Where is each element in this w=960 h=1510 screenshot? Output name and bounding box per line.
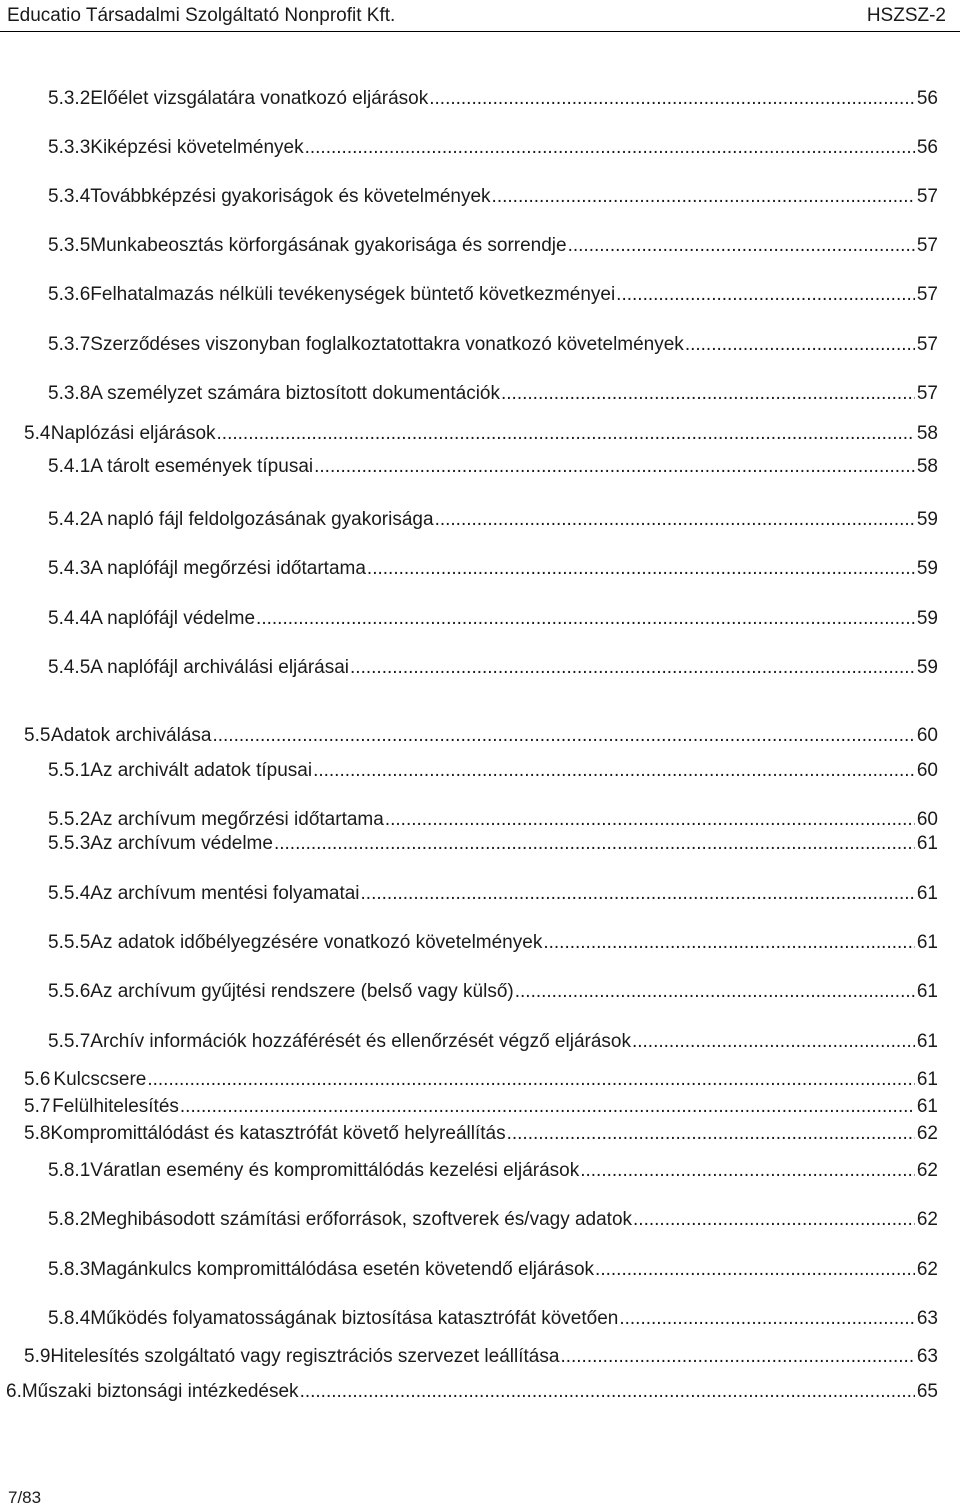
toc-leader-dots bbox=[685, 334, 915, 356]
toc-entry-page: 59 bbox=[916, 509, 938, 530]
toc-leader-dots bbox=[619, 1308, 915, 1330]
toc-leader-dots bbox=[147, 1069, 915, 1091]
toc-entry-page: 62 bbox=[916, 1259, 938, 1280]
toc-entry-page: 63 bbox=[916, 1308, 938, 1329]
toc-leader-dots bbox=[367, 558, 915, 580]
toc-leader-dots bbox=[212, 725, 914, 747]
toc-entry-page: 59 bbox=[916, 608, 938, 629]
toc-entry-title: A tárolt események típusai bbox=[90, 456, 314, 477]
toc-leader-dots bbox=[515, 981, 915, 1003]
toc-entry[interactable] bbox=[48, 981, 938, 1005]
toc-entry[interactable] bbox=[24, 1346, 938, 1370]
toc-leader-dots bbox=[313, 760, 915, 782]
toc-entry-title: Adatok archiválása bbox=[50, 725, 212, 746]
toc-entry-page: 60 bbox=[916, 725, 938, 746]
toc-entry[interactable] bbox=[48, 760, 938, 784]
toc-leader-dots bbox=[361, 883, 915, 905]
toc-entry-page: 57 bbox=[916, 334, 938, 355]
toc-leader-dots bbox=[274, 833, 915, 855]
toc-leader-dots bbox=[560, 1346, 914, 1368]
toc-entry-page: 57 bbox=[916, 235, 938, 256]
toc-entry[interactable] bbox=[48, 1259, 938, 1283]
toc-leader-dots bbox=[435, 509, 915, 531]
toc-entry-number: 5.9 bbox=[24, 1346, 51, 1367]
toc-entry-title: Az archívum megőrzési időtartama bbox=[90, 809, 384, 830]
toc-leader-dots bbox=[492, 186, 915, 208]
toc-entry[interactable] bbox=[24, 1123, 938, 1147]
toc-entry-number: 5.5.4 bbox=[48, 883, 91, 904]
toc-leader-dots bbox=[507, 1123, 915, 1145]
toc-entry-number: 5.7 bbox=[24, 1096, 51, 1117]
toc-entry-number: 5.5.6 bbox=[48, 981, 91, 1002]
toc-entry-page: 57 bbox=[916, 383, 938, 404]
toc-entry-page: 56 bbox=[916, 137, 938, 158]
toc-entry-page: 61 bbox=[916, 932, 938, 953]
toc-leader-dots bbox=[385, 809, 915, 831]
toc-entry-title: A naplófájl megőrzési időtartama bbox=[90, 558, 366, 579]
toc-entry-title: Az archívum védelme bbox=[90, 833, 273, 854]
toc-entry-number: 5.3.7 bbox=[48, 334, 91, 355]
toc-entry-number: 5.6 bbox=[24, 1069, 51, 1090]
toc-entry-title: Előélet vizsgálatára vonatkozó eljárások bbox=[90, 88, 429, 109]
toc-entry-number: 5.8.4 bbox=[48, 1308, 91, 1329]
toc-entry[interactable] bbox=[48, 186, 938, 210]
toc-entry-title: Felülhitelesítés bbox=[52, 1096, 179, 1117]
toc-entry[interactable] bbox=[48, 833, 938, 857]
toc-entry[interactable] bbox=[48, 809, 938, 833]
toc-entry-number: 5.3.8 bbox=[48, 383, 91, 404]
toc-leader-dots bbox=[300, 1381, 915, 1403]
toc-entry-page: 58 bbox=[916, 423, 938, 444]
toc-entry[interactable] bbox=[48, 509, 938, 533]
toc-entry-title: A napló fájl feldolgozásának gyakorisága bbox=[90, 509, 434, 530]
toc-entry[interactable] bbox=[48, 383, 938, 407]
toc-leader-dots bbox=[616, 284, 915, 306]
toc-entry-number: 5.4 bbox=[24, 423, 51, 444]
organization-name: Educatio Társadalmi Szolgáltató Nonprofit Kft. bbox=[7, 5, 396, 26]
toc-entry-page: 61 bbox=[916, 833, 938, 854]
toc-entry-page: 65 bbox=[916, 1381, 938, 1402]
toc-entry-page: 61 bbox=[916, 883, 938, 904]
toc-entry-title: Az archívum mentési folyamatai bbox=[90, 883, 360, 904]
toc-entry[interactable] bbox=[24, 1069, 938, 1093]
toc-entry-number: 5.4.5 bbox=[48, 657, 91, 678]
toc-entry-title: A személyzet számára biztosított dokumentációk bbox=[90, 383, 500, 404]
toc-leader-dots bbox=[217, 423, 915, 445]
toc-entry[interactable] bbox=[24, 1096, 938, 1120]
toc-entry[interactable] bbox=[48, 88, 938, 112]
toc-entry-title: Archív információk hozzáférését és ellenőrzését végző eljárások bbox=[90, 1031, 631, 1052]
toc-entry[interactable] bbox=[48, 657, 938, 681]
toc-entry-title: Az adatok időbélyegzésére vonatkozó követelmények bbox=[90, 932, 543, 953]
toc-entry-title: Az archívum gyűjtési rendszere (belső vagy külső) bbox=[90, 981, 514, 1002]
toc-entry-title: Kompromittálódást és katasztrófát követő helyreállítás bbox=[50, 1123, 506, 1144]
toc-entry-number: 5.3.2 bbox=[48, 88, 91, 109]
toc-entry-number: 6. bbox=[6, 1381, 22, 1402]
toc-leader-dots bbox=[543, 932, 915, 954]
toc-entry-page: 63 bbox=[916, 1346, 938, 1367]
toc-entry-page: 59 bbox=[916, 657, 938, 678]
toc-leader-dots bbox=[305, 137, 915, 159]
toc-entry[interactable] bbox=[24, 423, 938, 447]
toc-entry-page: 62 bbox=[916, 1123, 938, 1144]
toc-entry-title: Műszaki biztonsági intézkedések bbox=[21, 1381, 299, 1402]
toc-entry-page: 61 bbox=[916, 1069, 938, 1090]
toc-leader-dots bbox=[501, 383, 915, 405]
toc-entry-number: 5.5.5 bbox=[48, 932, 91, 953]
toc-entry-title: A naplófájl archiválási eljárásai bbox=[90, 657, 350, 678]
toc-entry-number: 5.4.3 bbox=[48, 558, 91, 579]
toc-entry-number: 5.3.4 bbox=[48, 186, 91, 207]
toc-leader-dots bbox=[350, 657, 915, 679]
toc-entry-number: 5.8.1 bbox=[48, 1160, 91, 1181]
page-number: 7/83 bbox=[8, 1488, 42, 1507]
toc-entry-page: 61 bbox=[916, 981, 938, 1002]
toc-entry[interactable] bbox=[48, 1160, 938, 1184]
toc-entry-number: 5.5.2 bbox=[48, 809, 91, 830]
toc-entry-page: 60 bbox=[916, 760, 938, 781]
toc-entry-number: 5.4.1 bbox=[48, 456, 91, 477]
toc-entry[interactable] bbox=[48, 334, 938, 358]
toc-entry-title: Naplózási eljárások bbox=[50, 423, 216, 444]
toc-leader-dots bbox=[256, 608, 915, 630]
toc-entry[interactable] bbox=[24, 725, 938, 749]
page-header bbox=[0, 0, 960, 30]
toc-leader-dots bbox=[314, 456, 915, 478]
toc-entry-number: 5.3.3 bbox=[48, 137, 91, 158]
toc-entry-title: Az archivált adatok típusai bbox=[90, 760, 313, 781]
toc-entry-number: 5.3.6 bbox=[48, 284, 91, 305]
toc-entry-title: Meghibásodott számítási erőforrások, szoftverek és/vagy adatok bbox=[90, 1209, 633, 1230]
toc-entry-page: 57 bbox=[916, 186, 938, 207]
toc-entry-title: A naplófájl védelme bbox=[90, 608, 256, 629]
toc-entry-number: 5.8.3 bbox=[48, 1259, 91, 1280]
toc-entry-title: Magánkulcs kompromittálódása esetén követendő eljárások bbox=[90, 1259, 595, 1280]
toc-entry[interactable] bbox=[48, 1308, 938, 1332]
toc-entry-number: 5.5.3 bbox=[48, 833, 91, 854]
toc-entry-page: 57 bbox=[916, 284, 938, 305]
toc-entry-title: Továbbképzési gyakoriságok és követelmények bbox=[90, 186, 491, 207]
toc-entry-page: 61 bbox=[916, 1031, 938, 1052]
toc-entry-title: Kiképzési követelmények bbox=[90, 137, 304, 158]
toc-entry-number: 5.5.1 bbox=[48, 760, 91, 781]
toc-leader-dots bbox=[632, 1031, 915, 1053]
toc-entry[interactable] bbox=[48, 608, 938, 632]
toc-leader-dots bbox=[429, 88, 915, 110]
toc-entry-number: 5.5.7 bbox=[48, 1031, 91, 1052]
toc-entry-page: 61 bbox=[916, 1096, 938, 1117]
toc-entry-number: 5.3.5 bbox=[48, 235, 91, 256]
toc-entry[interactable] bbox=[48, 284, 938, 308]
toc-entry[interactable] bbox=[48, 1031, 938, 1055]
toc-leader-dots bbox=[580, 1160, 915, 1182]
toc-entry-number: 5.8 bbox=[24, 1123, 51, 1144]
toc-entry[interactable] bbox=[48, 456, 938, 480]
toc-entry[interactable] bbox=[48, 235, 938, 259]
toc-entry-number: 5.4.4 bbox=[48, 608, 91, 629]
toc-entry-title: Váratlan esemény és kompromittálódás kezelési eljárások bbox=[90, 1160, 580, 1181]
toc-entry[interactable] bbox=[48, 932, 938, 956]
toc-entry-title: Munkabeosztás körforgásának gyakorisága és sorrendje bbox=[90, 235, 567, 256]
toc-entry[interactable] bbox=[48, 137, 938, 161]
toc-entry-page: 56 bbox=[916, 88, 938, 109]
toc-entry[interactable] bbox=[48, 558, 938, 582]
toc-entry-title: Hitelesítés szolgáltató vagy regisztrációs szervezet leállítása bbox=[50, 1346, 560, 1367]
toc-entry-title: Kulcscsere bbox=[53, 1069, 147, 1090]
toc-entry-number: 5.4.2 bbox=[48, 509, 91, 530]
toc-leader-dots bbox=[180, 1096, 915, 1118]
toc-entry[interactable] bbox=[48, 883, 938, 907]
toc-entry-title: Felhatalmazás nélküli tevékenységek büntető következményei bbox=[90, 284, 616, 305]
toc-entry-title: Működés folyamatosságának biztosítása katasztrófát követően bbox=[90, 1308, 619, 1329]
header-divider bbox=[0, 31, 960, 32]
toc-entry-number: 5.8.2 bbox=[48, 1209, 91, 1230]
toc-entry[interactable] bbox=[48, 1209, 938, 1233]
toc-entry-page: 62 bbox=[916, 1209, 938, 1230]
document-code: HSZSZ-2 bbox=[866, 5, 946, 26]
toc-entry-page: 60 bbox=[916, 809, 938, 830]
toc-entry-title: Szerződéses viszonyban foglalkoztatottakra vonatkozó követelmények bbox=[90, 334, 684, 355]
toc-leader-dots bbox=[633, 1209, 915, 1231]
toc-leader-dots bbox=[595, 1259, 915, 1281]
toc-entry-page: 58 bbox=[916, 456, 938, 477]
toc-leader-dots bbox=[568, 235, 915, 257]
toc-entry-page: 59 bbox=[916, 558, 938, 579]
toc-entry-page: 62 bbox=[916, 1160, 938, 1181]
toc-entry[interactable] bbox=[6, 1381, 938, 1405]
toc-entry-number: 5.5 bbox=[24, 725, 51, 746]
